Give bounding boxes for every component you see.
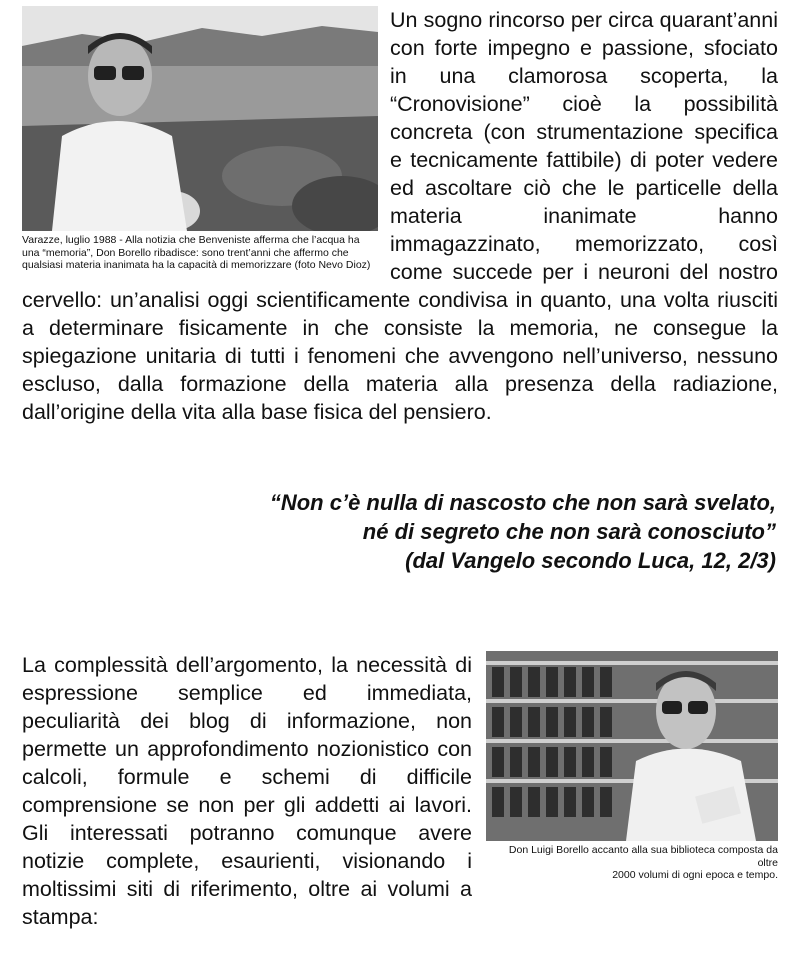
photo-caption-library bbox=[486, 844, 778, 882]
photo-caption-seaside: Varazze, luglio 1988 - Alla notizia che Benveniste afferma che l’acqua ha una “memoria”, Don Borello ribadisce: sono trent’anni che affermo che qualsiasi materia inanimata ha la capacità di memorizzare (foto Nevo Dioz) bbox=[22, 234, 371, 271]
caption-library-line-1: Don Luigi Borello accanto alla sua biblioteca composta da oltre bbox=[508, 844, 778, 869]
caption-library-line-2: 2000 volumi di ogni epoca e tempo. bbox=[612, 869, 778, 881]
quote-line-2: né di segreto che non sarà conosciuto” bbox=[362, 519, 776, 544]
gospel-quote bbox=[22, 488, 776, 575]
quote-line-1: “Non c’è nulla di nascosto che non sarà svelato, bbox=[269, 490, 776, 515]
photo-figure-seaside bbox=[22, 6, 378, 272]
body-paragraph-cronovisione: Un sogno rincorso per circa quarant’anni con forte impegno e passione, sfociato in una clamorosa scoperta, la “Cronovisione” cioè la possibilità concreta (con strumentazione specifica e tecnicamente fattibile) di poter vedere ed ascoltare ciò che le particelle della materia inanimate hanno immagazzinato, memorizzato, così come succede per i neuroni del nostro cervello: un’analisi oggi scientificamente condivisa in quanto, una volta riusciti a determinare fisicamente in che consiste la memoria, ne consegue la spiegazione unitaria di tutti i fenomeni che avvengono nell’universo, nessuno escluso, dalla formazione della materia alla presenza della radiazione, dall’origine della vita alla base fisica del pensiero. bbox=[22, 8, 778, 424]
photo-man-by-the-sea bbox=[22, 6, 378, 231]
body-paragraph-complessita: La complessità dell’argomento, la necessità di espressione semplice ed immediata, peculiarità dei blog di informazione, non permette un approfondimento nozionistico con calcoli, formule e schemi di difficile comprensione se non per gli addetti ai lavori. Gli interessati potranno comunque avere notizie complete, esaurienti, visionando i moltissimi siti di riferimento, oltre ai volumi a stampa: bbox=[22, 653, 472, 929]
article bbox=[22, 6, 778, 931]
quote-source: (dal Vangelo secondo Luca, 12, 2/3) bbox=[405, 548, 776, 573]
photo-figure-library bbox=[486, 651, 778, 882]
photo-man-in-library bbox=[486, 651, 778, 841]
